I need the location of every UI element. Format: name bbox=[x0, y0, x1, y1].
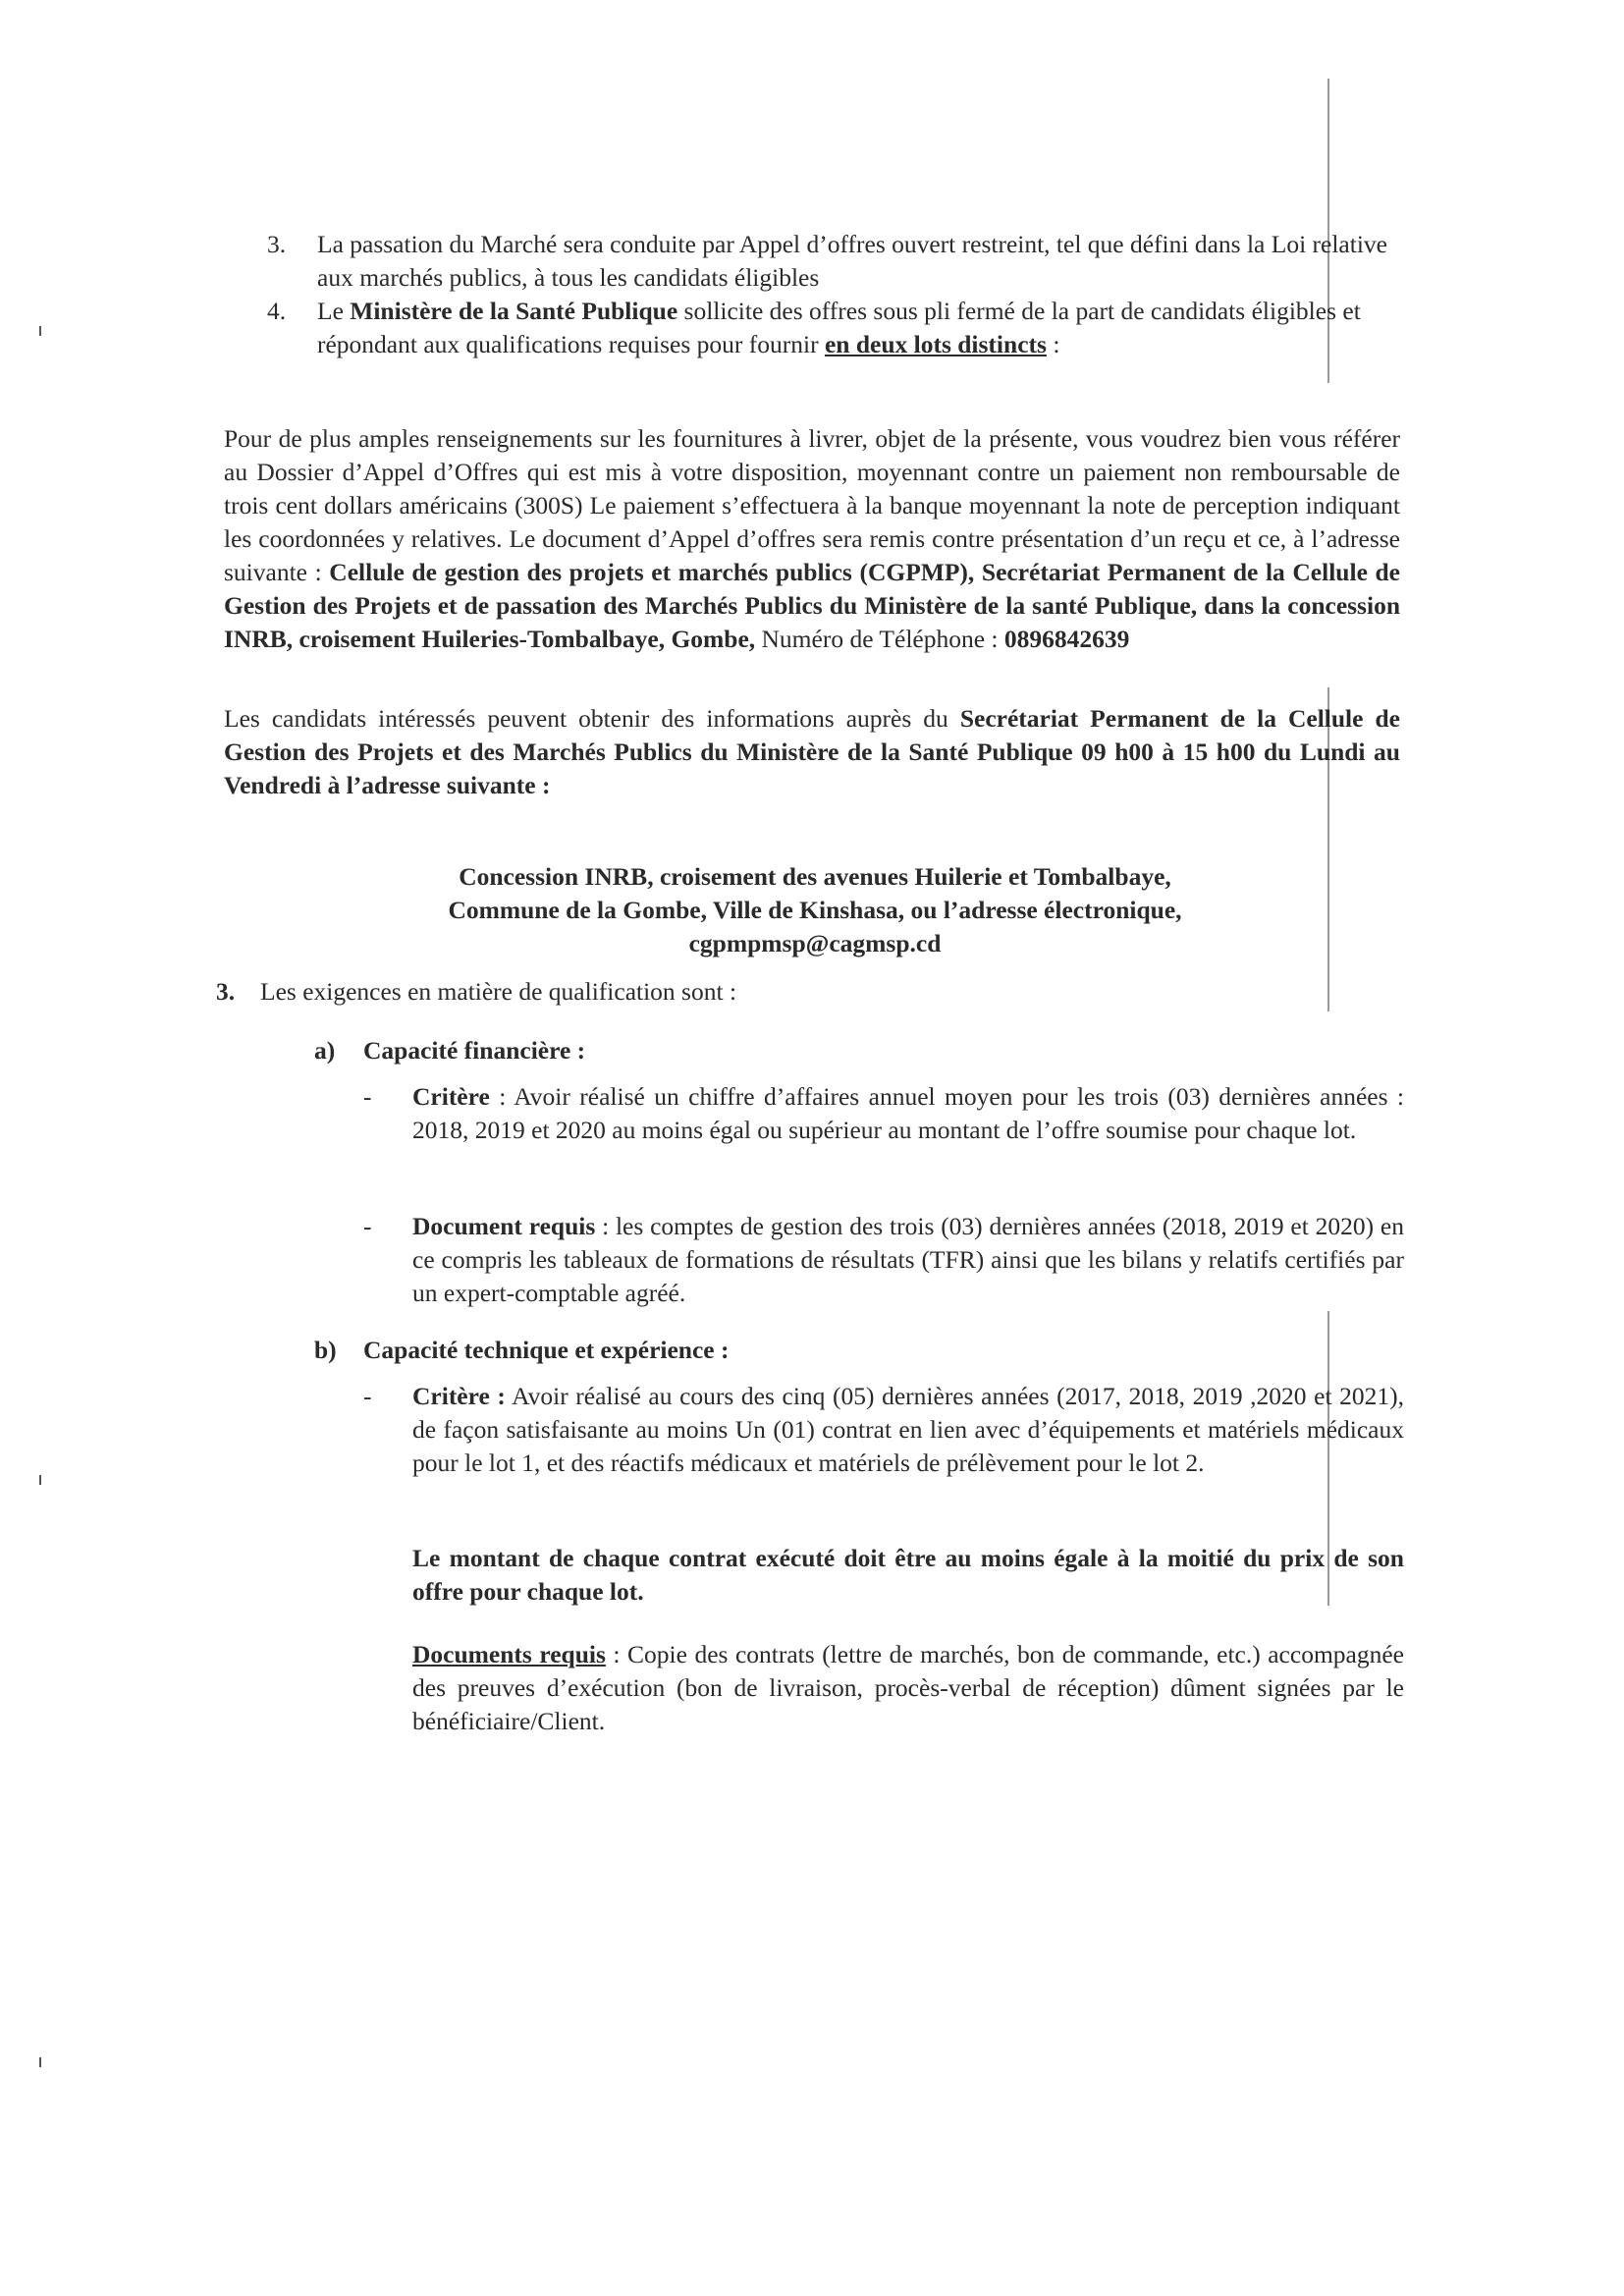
section-a-title: Capacité financière : bbox=[363, 1036, 586, 1065]
section-a-label: a) bbox=[314, 1036, 336, 1065]
ministry-name: Ministère de la Santé Publique bbox=[350, 297, 678, 325]
list-item-number: 4. bbox=[267, 297, 287, 325]
bullet-dash: - bbox=[363, 1082, 372, 1111]
paragraph-info bbox=[224, 422, 1400, 656]
list-item-text: La passation du Marché sera conduite par Appel d’offres ouvert restreint, tel que défini dans la Loi relative aux marchés publics, à tous les candidats éligibles bbox=[317, 230, 1387, 292]
section-b-critere bbox=[363, 1380, 1405, 1480]
address-line-1: Concession INRB, croisement des avenues Huilerie et Tombalbaye, bbox=[459, 862, 1171, 891]
critere-label: Critère bbox=[412, 1082, 490, 1111]
critere-text: : Avoir réalisé un chiffre d’affaires annuel moyen pour les trois (03) dernières années : 2018, 2019 et 2020 au moins égal ou supérieur au montant de l’offre soumise pour chaque lot. bbox=[412, 1082, 1404, 1144]
section-b-montant: Le montant de chaque contrat exécuté doit être au moins égale à la moitié du prix de son offre pour chaque lot. bbox=[412, 1544, 1404, 1606]
documents-label: Documents requis bbox=[412, 1640, 606, 1668]
list-item-text-post: : bbox=[1046, 330, 1060, 358]
paragraph-candidates-text: Les candidats intéressés peuvent obtenir des informations auprès du bbox=[224, 704, 960, 733]
section-a-document bbox=[363, 1210, 1404, 1310]
document-label: Document requis bbox=[412, 1212, 596, 1240]
margin-mark-3 bbox=[39, 2057, 41, 2067]
list-item-text-pre: Le bbox=[317, 297, 351, 325]
list-item-text-mid: sollicite des offres sous pli fermé de la part de candidats éligibles et répondant aux qualifications requises pour fournir bbox=[317, 297, 1361, 358]
qualifications-intro-text: Les exigences en matière de qualification sont : bbox=[260, 977, 737, 1006]
address-block bbox=[324, 860, 1306, 960]
critere-label: Critère : bbox=[412, 1382, 506, 1410]
margin-mark-1 bbox=[39, 326, 41, 336]
address-line-2: Commune de la Gombe, Ville de Kinshasa, ou l’adresse électronique, bbox=[448, 896, 1182, 924]
section-b-heading bbox=[314, 1334, 1247, 1367]
margin-mark-2 bbox=[39, 1475, 41, 1485]
section-b-label: b) bbox=[314, 1336, 337, 1364]
bullet-dash: - bbox=[363, 1212, 372, 1240]
phone-label: Numéro de Téléphone : bbox=[755, 625, 1004, 653]
section-a-critere bbox=[363, 1080, 1404, 1147]
paragraph-info-text: Pour de plus amples renseignements sur les fournitures à livrer, objet de la présente, vous voudrez bien vous référer au Dossier d’Appel d’Offres qui est mis à votre disposition, moyennant contre un paiement non remboursable de trois cent dollars américains (300S) Le paiement s’effectuera à la banque moyennant la note de perception indiquant les coordonnées y relatives. Le document d’Appel d’offres sera remis contre présentation d’un reçu et ce, à l’adresse suivante : bbox=[224, 424, 1400, 586]
lots-emphasis: en deux lots distincts bbox=[824, 330, 1047, 358]
section-b-title: Capacité technique et expérience : bbox=[363, 1336, 730, 1364]
documents-text: : Copie des contrats (lettre de marchés, bon de commande, etc.) accompagnée des preuves d’exécution (bon de livraison, procès-verbal de réception) dûment signées par le bénéficiaire/Client. bbox=[412, 1640, 1404, 1735]
phone-number: 0896842639 bbox=[1003, 625, 1130, 653]
paragraph-candidates bbox=[224, 702, 1400, 802]
bullet-dash: - bbox=[363, 1382, 372, 1410]
section-a-heading bbox=[314, 1034, 1247, 1067]
critere-text: Avoir réalisé au cours des cinq (05) dernières années (2017, 2018, 2019 ,2020 et 2021), de façon satisfaisante au moins Un (01) contrat en lien avec d’équipements et matériels médicaux pour le lot 1, et des réactifs médicaux et matériels de prélèvement pour le lot 2. bbox=[412, 1382, 1405, 1477]
document-text: : les comptes de gestion des trois (03) dernières années (2018, 2019 et 2020) en ce compris les tableaux de formations de résultats (TFR) ainsi que les bilans y relatifs certifiés par un expert-comptable agréé. bbox=[412, 1212, 1404, 1307]
address-email: cgpmpmsp@cagmsp.cd bbox=[688, 929, 942, 957]
qualifications-number: 3. bbox=[216, 977, 236, 1006]
list-item-3 bbox=[267, 228, 1397, 295]
paragraph-info-address: Cellule de gestion des projets et marchés publics (CGPMP), Secrétariat Permanent de la Cellule de Gestion des Projets et de passation des Marchés Publics du Ministère de la santé Publique, dans la concession INRB, croisement Huileries-Tombalbaye, Gombe, bbox=[224, 558, 1400, 653]
list-item-4 bbox=[267, 295, 1397, 361]
qualifications-intro bbox=[216, 975, 1340, 1009]
list-item-number: 3. bbox=[267, 230, 287, 258]
section-b-documents bbox=[412, 1638, 1404, 1738]
paragraph-candidates-bold: Secrétariat Permanent de la Cellule de Gestion des Projets et des Marchés Publics du Ministère de la Santé Publique 09 h00 à 15 h00 du Lundi au Vendredi à l’adresse suivante : bbox=[224, 704, 1400, 799]
